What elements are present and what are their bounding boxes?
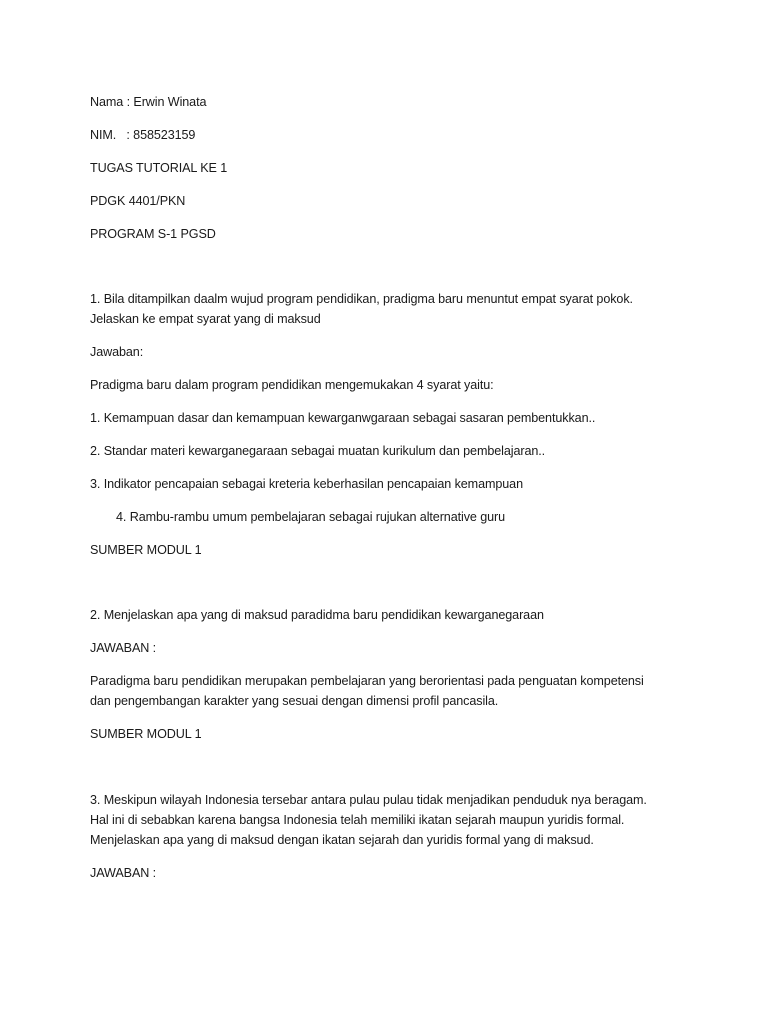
q1-item-4: 4. Rambu-rambu umum pembelajaran sebagai rujukan alternative guru [116,510,506,524]
q1-question-line2: Jelaskan ke empat syarat yang di maksud [90,312,321,326]
q2-answer-line2: dan pengembangan karakter yang sesuai dengan dimensi profil pancasila. [90,694,499,708]
student-name: Nama : Erwin Winata [90,95,207,109]
q2-answer-label: JAWABAN : [90,641,157,655]
q3-answer-label: JAWABAN : [90,866,157,880]
assignment-title: TUGAS TUTORIAL KE 1 [90,161,228,175]
q1-answer-intro: Pradigma baru dalam program pendidikan mengemukakan 4 syarat yaitu: [90,378,494,392]
q1-item-2: 2. Standar materi kewarganegaraan sebagai muatan kurikulum dan pembelajaran.. [90,444,546,458]
course-code: PDGK 4401/PKN [90,194,186,208]
q1-item-1: 1. Kemampuan dasar dan kemampuan kewarganwgaraan sebagai sasaran pembentukkan.. [90,411,596,425]
q3-question-line1: 3. Meskipun wilayah Indonesia tersebar antara pulau pulau tidak menjadikan penduduk nya beragam. [90,793,647,807]
q1-answer-label: Jawaban: [90,345,144,359]
q1-source: SUMBER MODUL 1 [90,543,202,557]
study-program: PROGRAM S-1 PGSD [90,227,216,241]
student-nim: NIM. : 858523159 [90,128,196,142]
q3-question-line2: Hal ini di sebabkan karena bangsa Indonesia telah memiliki ikatan sejarah maupun yuridis formal. [90,813,625,827]
q2-answer-line1: Paradigma baru pendidikan merupakan pembelajaran yang berorientasi pada penguatan kompetensi [90,674,644,688]
q1-question-line1: 1. Bila ditampilkan daalm wujud program pendidikan, pradigma baru menuntut empat syarat pokok. [90,292,633,306]
q2-question: 2. Menjelaskan apa yang di maksud paradidma baru pendidikan kewarganegaraan [90,608,544,622]
q2-source: SUMBER MODUL 1 [90,727,202,741]
q1-item-3: 3. Indikator pencapaian sebagai kreteria keberhasilan pencapaian kemampuan [90,477,523,491]
q3-question-line3: Menjelaskan apa yang di maksud dengan ikatan sejarah dan yuridis formal yang di maksud. [90,833,594,847]
